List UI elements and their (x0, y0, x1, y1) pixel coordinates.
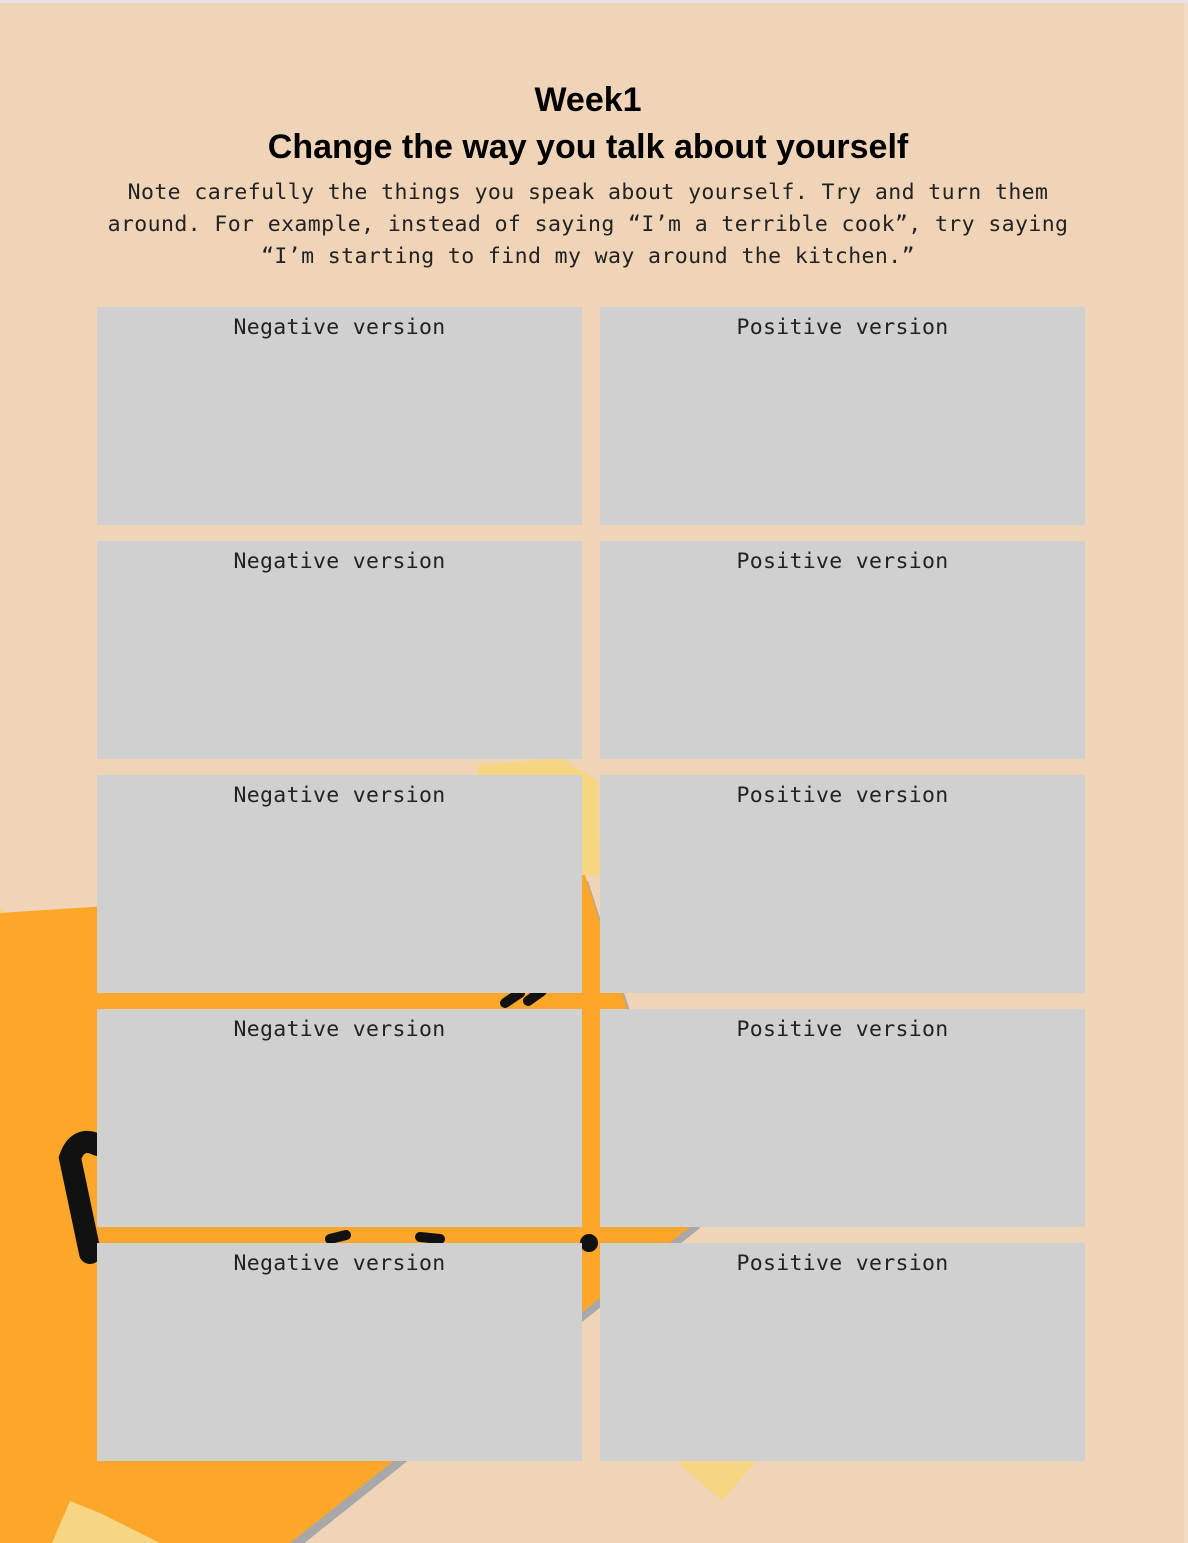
negative-version-box[interactable] (97, 307, 582, 525)
positive-version-label: Positive version (736, 1251, 949, 1276)
page-title: Change the way you talk about yourself (267, 128, 909, 166)
negative-version-box[interactable] (97, 1009, 582, 1227)
page-edge (1184, 3, 1188, 1543)
negative-version-label: Negative version (233, 315, 446, 340)
worksheet-header (0, 79, 1176, 273)
positive-version-box[interactable] (600, 1243, 1085, 1461)
positive-version-label: Positive version (736, 1017, 949, 1042)
positive-version-label: Positive version (736, 315, 949, 340)
positive-version-label: Positive version (736, 549, 949, 574)
instructions-text: Note carefully the things you speak about yourself. Try and turn them around. For example, instead of saying “I’m a terrible cook”, try saying “I’m starting to find my way around the kitchen.” (107, 180, 1069, 269)
negative-version-label: Negative version (233, 783, 446, 808)
yellow-shape-bottom-right (676, 1461, 756, 1501)
positive-version-box[interactable] (600, 307, 1085, 525)
positive-version-box[interactable] (600, 541, 1085, 759)
positive-version-box[interactable] (600, 1009, 1085, 1227)
positive-version-box[interactable] (600, 775, 1085, 993)
positive-version-label: Positive version (736, 783, 949, 808)
week-heading: Week1 (534, 81, 642, 119)
negative-version-box[interactable] (97, 541, 582, 759)
negative-version-label: Negative version (233, 549, 446, 574)
negative-version-box[interactable] (97, 775, 582, 993)
worksheet-page (0, 3, 1184, 1543)
negative-version-box[interactable] (97, 1243, 582, 1461)
response-grid (97, 307, 1085, 1461)
negative-version-label: Negative version (233, 1017, 446, 1042)
negative-version-label: Negative version (233, 1251, 446, 1276)
